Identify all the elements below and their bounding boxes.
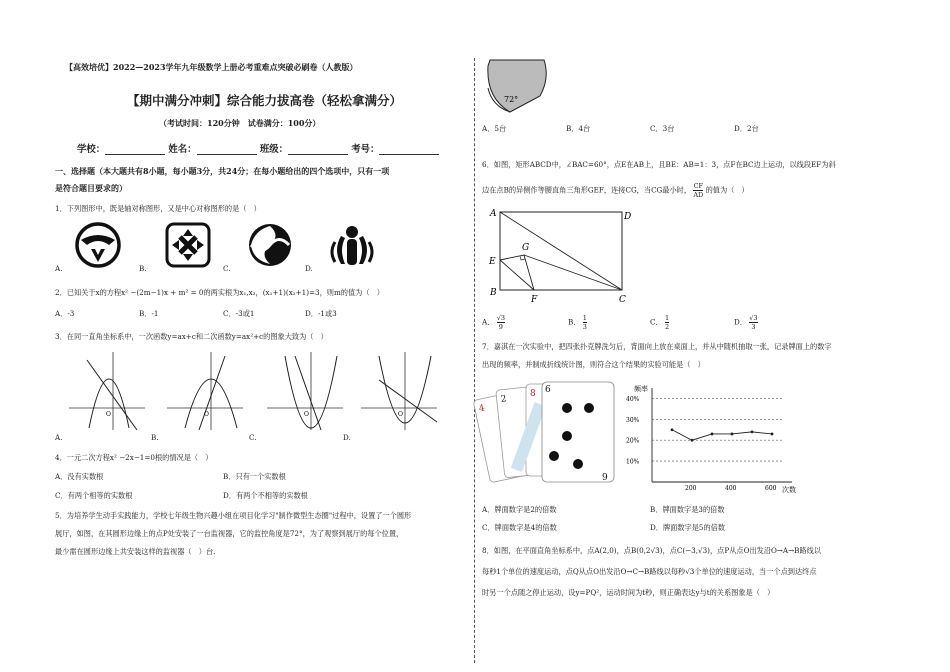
q1-figure-d-icon	[332, 226, 372, 265]
chart-x-tick-label: 400	[725, 485, 737, 492]
q1-option-d[interactable]: D.	[305, 264, 313, 273]
chart-point	[751, 430, 754, 433]
q6-option-a[interactable]: A． $\frac{√3}{9}$	[482, 314, 505, 331]
svg-text:O: O	[204, 411, 209, 418]
name-label: 姓名：	[168, 144, 197, 155]
q6-label-d: D	[624, 212, 632, 222]
q7-line2: 出现的频率，并制成折线统计图，则符合这个结果的实验可能是（ ）	[482, 360, 705, 369]
svg-text:O: O	[398, 411, 403, 418]
q6-label-g: G	[522, 243, 530, 253]
q7-option-c[interactable]: C．牌面数字是4的倍数	[482, 523, 557, 532]
q1-option-b[interactable]: B.	[139, 264, 147, 273]
q2-option-d[interactable]: D．-1或3	[305, 309, 337, 318]
card-5: 9	[602, 473, 608, 483]
q5-angle-label: 72°	[504, 95, 519, 104]
q2-option-c[interactable]: C．-3或1	[223, 309, 255, 318]
card-1: 4	[478, 403, 486, 415]
q3-option-c[interactable]: C.	[249, 433, 257, 442]
q5-option-d[interactable]: D．2台	[734, 124, 759, 133]
q1-figure-c-icon	[249, 224, 291, 266]
section1-title-line1: 一、选择题（本大题共有8小题，每小题3分，共24分；在每小题给出的四个选项中，只有一项	[55, 166, 390, 176]
chart-x-tick-label: 200	[685, 485, 697, 492]
number-field[interactable]	[379, 145, 439, 155]
q1-text: 1．下列图形中，既是轴对称图形，又是中心对称图形的是（ ）	[55, 204, 261, 213]
q6-option-c[interactable]: C． $\frac{1}{2}$	[650, 314, 670, 331]
q3-graph-d	[361, 352, 437, 430]
q5-option-c[interactable]: C．3台	[650, 124, 675, 133]
q5-option-b[interactable]: B．4台	[566, 124, 591, 133]
q3-graph-c	[267, 352, 343, 430]
exam-info: （考试时间：120分钟 试卷满分：100分）	[159, 118, 321, 128]
series-title: 【高效培优】2022—2023学年九年级数学上册必考重难点突破必刷卷（人教版）	[65, 62, 358, 72]
chart-point	[731, 433, 734, 436]
chart-ylabel: 频率	[634, 385, 648, 393]
q4-option-a[interactable]: A．没有实数根	[55, 472, 104, 481]
q3-graph-b	[167, 352, 243, 430]
q2-option-a[interactable]: A．-3	[55, 309, 75, 318]
exam-title: 【期中满分冲刺】综合能力拔高卷（轻松拿满分）	[127, 93, 403, 108]
chart-point	[671, 428, 674, 431]
svg-text:O: O	[106, 411, 111, 418]
card-4: 6	[545, 385, 551, 395]
q4-option-c[interactable]: C．有两个相等的实数根	[55, 491, 133, 500]
q1-option-a[interactable]: A.	[55, 264, 63, 273]
chart-y-tick-label: 40%	[626, 395, 640, 403]
q6-line1: 6．如图，矩形ABCD中，∠BAC=60°，点E在AB上，且BE：AB=1：3，点F在BC边上运动，以线段EF为斜	[482, 160, 836, 169]
q3-text: 3．在同一直角坐标系中，一次函数y=ax+c和二次函数y=ax²+c的图象大致为（ ）	[55, 332, 328, 341]
school-label: 学校：	[77, 144, 106, 155]
q8-line3: 时另一个点随之停止运动，设y=PQ²，运动时间为t秒，则正确表达y与t的关系图象是（ ）	[482, 588, 775, 597]
chart-xlabel: 次数	[782, 486, 796, 494]
q7-option-d[interactable]: D．牌面数字是5的倍数	[650, 523, 726, 532]
chart-point	[771, 433, 774, 436]
q5-figure	[482, 58, 552, 116]
q5-line3: 最少需在圆形边缘上共安装这样的监视器（ ）台.	[55, 547, 216, 556]
q3-option-d[interactable]: D.	[343, 433, 351, 442]
q2-text: 2．已知关于x的方程x² −(2m−1)x + m² = 0的两实根为x₁,x₂，(x₁+1)(x₂+1)=3，则m的值为（ ）	[55, 288, 384, 297]
student-info-row	[77, 141, 439, 155]
q4-option-d[interactable]: D．有两个不相等的实数根	[223, 491, 308, 500]
q4-text: 4．一元二次方程x² −2x−1=0根的情况是（ ）	[55, 453, 213, 462]
q1-figure-a-icon	[77, 224, 119, 266]
q5-line1: 5．为培养学生动手实践能力，学校七年级生物兴趣小组在项目化学习"制作微型生态圈"过程中，设置了一个圆形	[55, 511, 412, 520]
q2-option-b[interactable]: B．-1	[139, 309, 159, 318]
q6-option-b[interactable]: B． $\frac{1}{3}$	[568, 314, 587, 331]
chart-x-tick-label: 600	[765, 485, 777, 492]
q8-line1: 8．如图，在平面直角坐标系中，点A(2,0)，点B(0,2√3)，点C(−3,√3)，点P从点O出发沿O→A→B路线以	[482, 546, 821, 555]
q6-label-c: C	[619, 295, 626, 305]
school-field[interactable]	[105, 145, 165, 155]
q8-line2: 每秒1个单位的速度运动，点Q从点O出发沿O→C→B路线以每秒√3个单位的速度运动，当一个点到达终点	[482, 567, 817, 576]
chart-point	[711, 433, 714, 436]
q6-label-b: B	[490, 288, 497, 298]
chart-y-tick-label: 10%	[626, 458, 640, 466]
q3-option-b[interactable]: B.	[151, 433, 159, 442]
q6-fraction: $\frac{CF}{AD}$	[693, 182, 704, 199]
name-field[interactable]	[197, 145, 257, 155]
card-2: 2	[500, 394, 507, 405]
chart-point	[691, 439, 694, 442]
q6-line2: 边在点B的异侧作等腰直角三角形GEF，连接CG，当CG最小时， $\frac{CF}{AD}$ 的值为（ ）	[482, 182, 749, 199]
chart-y-tick-label: 30%	[626, 416, 640, 424]
class-label: 班级：	[259, 144, 288, 155]
q7-line1: 7．嘉淇在一次实验中，把四张扑克牌洗匀后，背面向上放在桌面上，并从中随机抽取一张，记录牌面上的数字	[482, 342, 832, 351]
q6-label-f: F	[531, 295, 538, 305]
chart-y-tick-label: 20%	[626, 437, 640, 445]
frequency-chart	[622, 382, 802, 494]
q3-option-a[interactable]: A.	[55, 433, 63, 442]
q3-graph-a	[69, 352, 145, 430]
q7-option-a[interactable]: A．牌面数字是2的倍数	[482, 505, 557, 514]
q5-line2: 展厅，如图，在其圆形边缘上的点P处安装了一台监视器，它的监控角度是72°，为了观察到展厅的每个位置，	[55, 529, 404, 538]
q1-figures	[73, 222, 403, 268]
q5-option-a[interactable]: A．5台	[482, 124, 507, 133]
column-divider	[474, 58, 475, 663]
chart-series-line	[672, 430, 772, 440]
q7-option-b[interactable]: B．牌面数字是3的倍数	[650, 505, 725, 514]
q1-figure-b-icon	[167, 224, 209, 266]
q6-label-e: E	[489, 257, 496, 267]
svg-text:O: O	[304, 411, 309, 418]
card-3: 8	[530, 389, 536, 399]
class-field[interactable]	[288, 145, 348, 155]
q6-option-d[interactable]: D． $\frac{√3}{3}$	[734, 314, 758, 331]
q4-option-b[interactable]: B．只有一个实数根	[223, 472, 286, 481]
q3-graphs	[67, 350, 457, 432]
q7-cards-figure	[478, 378, 622, 494]
q6-figure	[484, 205, 634, 305]
q1-option-c[interactable]: C.	[223, 264, 231, 273]
section1-title-line2: 是符合题目要求的）	[55, 183, 127, 193]
number-label: 考号：	[351, 144, 380, 155]
q6-label-a: A	[490, 209, 497, 219]
